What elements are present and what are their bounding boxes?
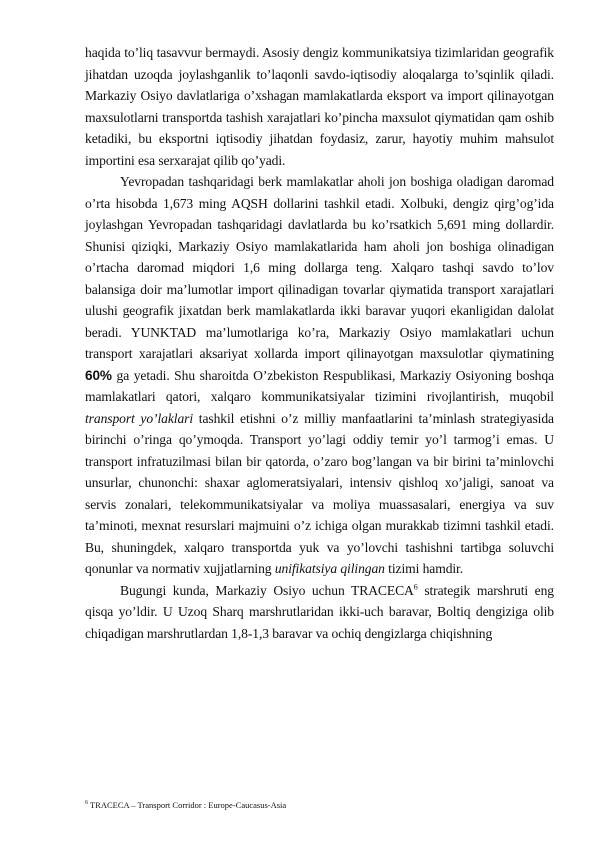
paragraph-2-text-a: Yevropadan tashqaridagi berk mamlakatlar aholi jon boshiga oladigan daromad o’rta hisobda 1,673 ming AQSH dollarini tashkil etadi. Xolbuki, dengiz qirg’og’ida joylashgan Yevropadan tashqaridagi davlatlarda bu ko’rsatkich 5,691 ming dollardir. Shunisi qiziqki, Markaziy Osiyo mamlakatlarida ham aholi jon boshiga olinadigan o’rtacha daromad miqdori 1,6 ming dollarga teng. Xalqaro tashqi savdo to’lov balansiga doir ma’lumotlar import qilinadigan tovarlar qiymatida transport xarajatlari ulushi geografik jixatdan berk mamlakatlarda ikki baravar yuqori ekanligidan dalolat beradi. YUNKTAD ma’lumotlariga ko’ra, Markaziy Osiyo mamlakatlari uchun transport xarajatlari aksariyat xollarda import qilinayotgan maxsulotlar qiymatining xyxy=(85,174,554,361)
paragraph-2-text-d: tizimi hamdir. xyxy=(388,561,464,576)
footnote xyxy=(85,798,554,810)
paragraph-3-text-b: strategik marshruti eng qisqa yo’ldir. U Uzoq Sharq marshrutlaridan ikki-uch baravar, Boltiq dengiziga olib chiqadigan marshrutlardan 1,8-1,3 baravar va ochiq dengizlarga chiqishning xyxy=(85,582,554,641)
footnote-text: TRACECA – Transport Corridor : Europe-Caucasus-Asia xyxy=(89,799,287,810)
paragraph-3-text-a: Bugungi kunda, Markaziy Osiyo uchun TRACECA xyxy=(120,582,414,598)
footnote-reference[interactable]: 6 xyxy=(413,581,418,591)
paragraph-1 xyxy=(85,42,554,171)
paragraph-1-text: haqida to’liq tasavvur bermaydi. Asosiy dengiz kommunikatsiya tizimlaridan geografik jihatdan uzoqda joylashganlik to’laqonli savdo-iqtisodiy aloqalarga to’sqinlik qiladi. Markaziy Osiyo davlatlariga o’xshagan mamlakatlarda eksport va import qilinayotgan maxsulotlarni transportda tashish xarajatlari ko’pincha maxsulot qiymatidan qam oshib ketadiki, bu eksportni iqtisodiy jihatdan foydasiz, zarur, hayotiy muhim mahsulot importini esa serxarajat qilib qo’yadi. xyxy=(85,45,554,168)
italic-term-unified: unifikatsiya qilingan xyxy=(274,561,385,576)
percentage-value: 60% xyxy=(85,367,112,383)
italic-term-transport-corridors: transport yo’laklari xyxy=(85,410,194,426)
paragraph-2-text-b: ga yetadi. Shu sharoitda O’zbekiston Respublikasi, Markaziy Osiyoning boshqa mamlakatlari qatori, xalqaro kommunikatsiyalar tizimini rivojlantirish, muqobil xyxy=(85,367,554,404)
paragraph-3 xyxy=(85,580,554,645)
body-text xyxy=(85,42,554,644)
paragraph-2 xyxy=(85,171,554,580)
paragraph-2-text-c: tashkil etishni o’z milliy manfaatlarini ta’minlash strategiyasida birinchi o’ringa qo’ymoqda. Transport yo’lagi oddiy temir yo’l tarmog’i emas. U transport infratuzilmasi bilan bir qatorda, o’zaro bog’langan va bir birini ta’minlovchi unsurlar, chunonchi: shaxar aglomeratsiyalari, intensiv qishloq xo’jaligi, sanoat va servis zonalari, telekommunikatsiyalar va moliya muassasalari, energiya va suv ta’minoti, mexnat resurslari majmuini o’z ichiga olgan murakkab tizimni tashkil etadi. Bu, shuningdek, xalqaro transportda yuk va yo’lovchi tashishni tartibga soluvchi qonunlar va normativ xujjatlarning xyxy=(85,410,554,576)
footnote-marker: 6 xyxy=(85,800,88,806)
